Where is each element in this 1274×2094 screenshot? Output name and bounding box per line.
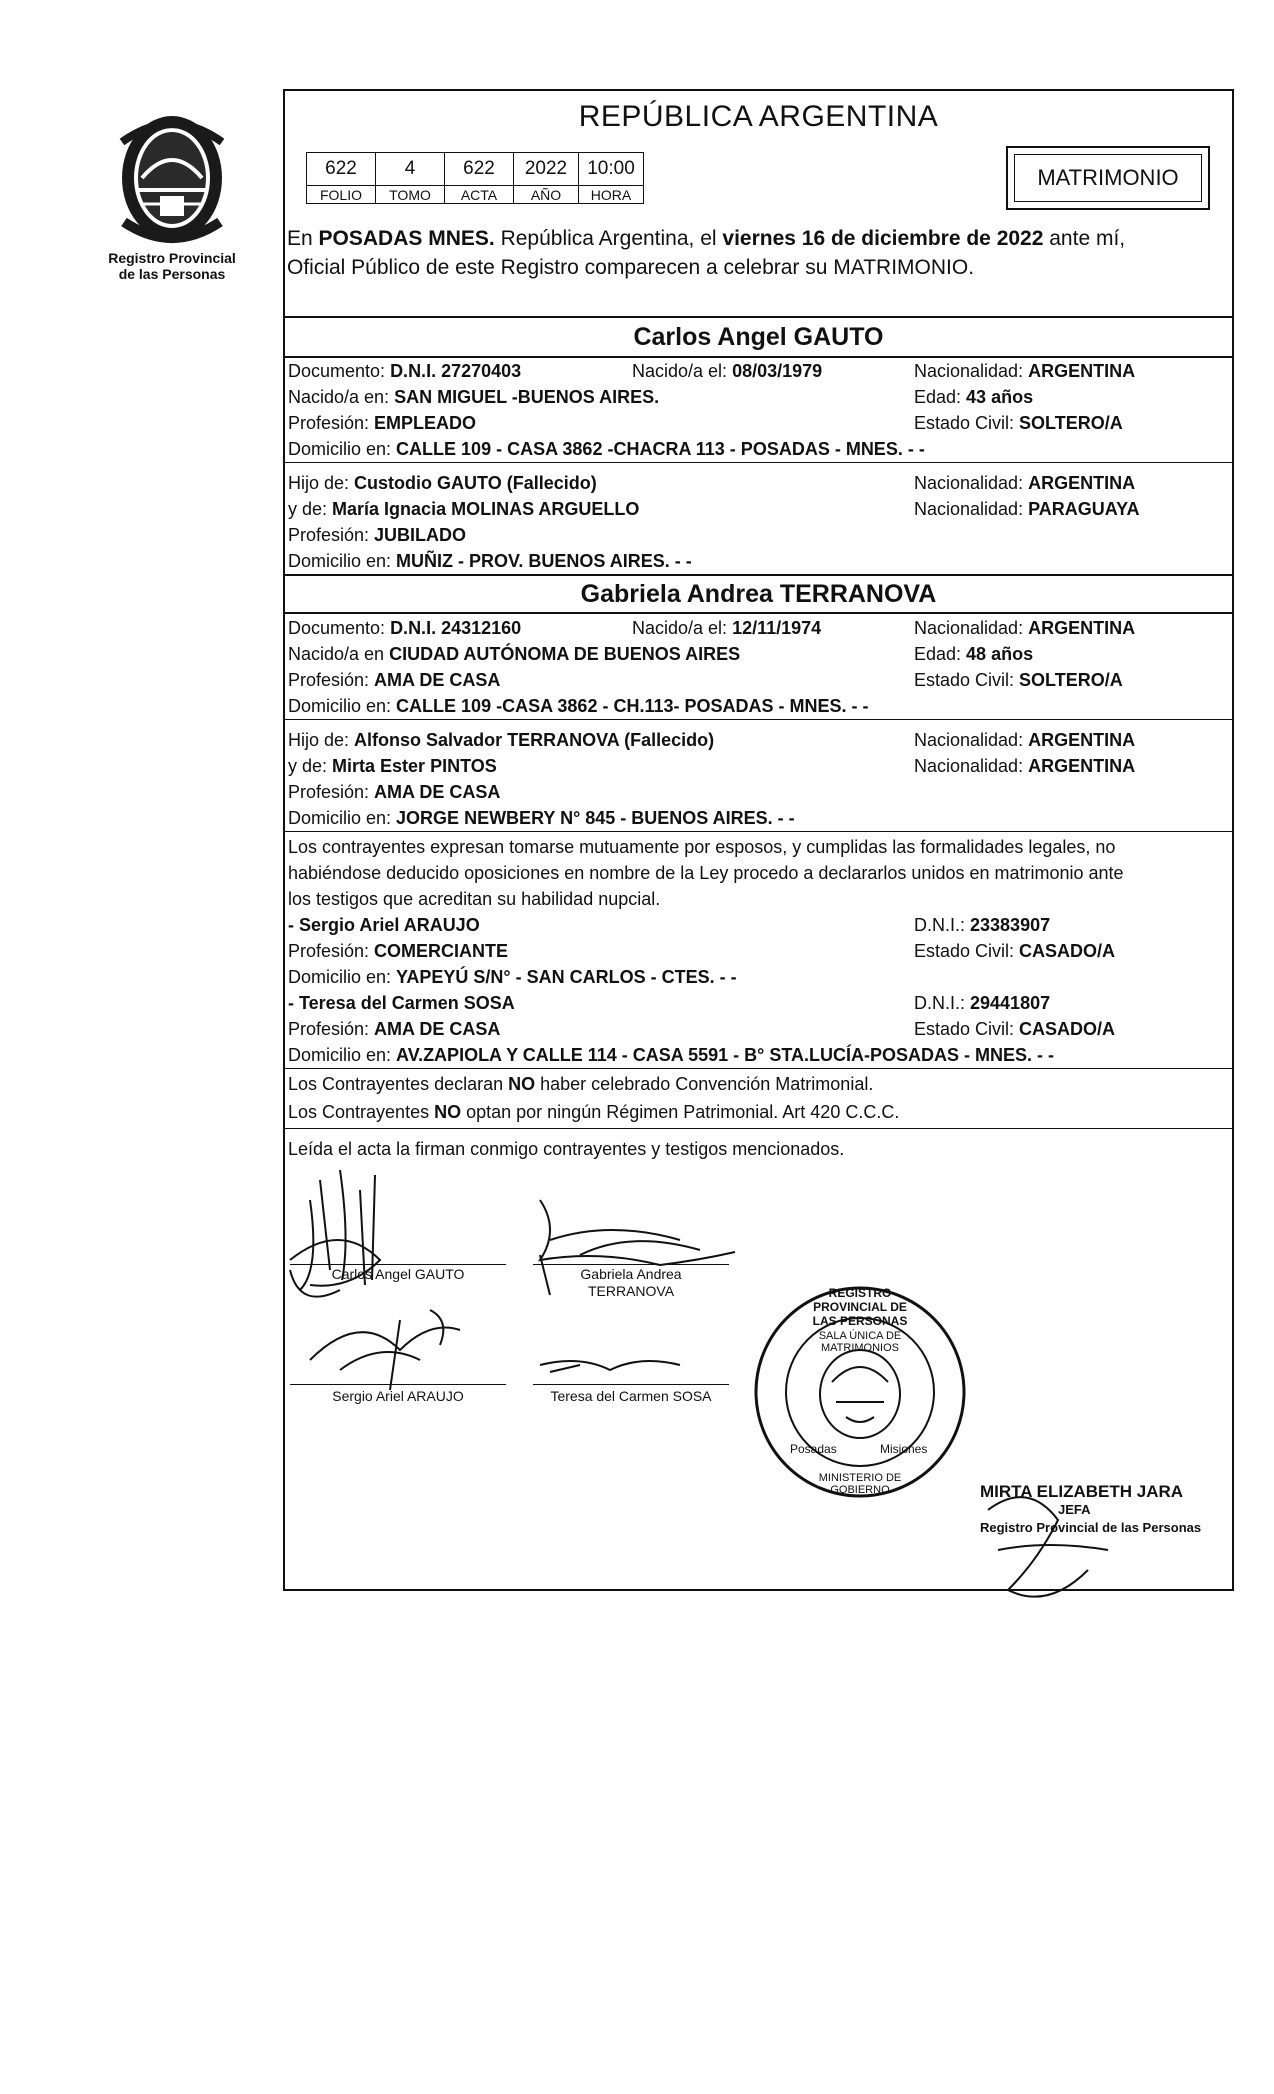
t2-dni: D.N.I.: 29441807	[914, 993, 1051, 1013]
c2-padre: Hijo de: Alfonso Salvador TERRANOVA (Fallecido)	[288, 730, 715, 750]
c2-madre-nacionalidad: Nacionalidad: ARGENTINA	[914, 756, 1136, 776]
c1-domicilio: Domicilio en: CALLE 109 - CASA 3862 -CHACRA 113 - POSADAS - MNES. - -	[288, 439, 925, 459]
registration-table	[306, 152, 644, 204]
signature-line	[290, 1264, 506, 1265]
c1-documento: Documento: D.N.I. 27270403	[288, 361, 522, 381]
c1-padres-domicilio: Domicilio en: MUÑIZ - PROV. BUENOS AIRES. - -	[288, 551, 692, 571]
signature-line	[533, 1264, 729, 1265]
c2-padres-profesion: Profesión: AMA DE CASA	[288, 782, 501, 802]
signature-caption-3: Sergio Ariel ARAUJO	[332, 1388, 464, 1404]
seal-outer-text: REGISTRO PROVINCIAL DE LAS PERSONAS	[812, 1286, 908, 1328]
signature-caption-2-line2: TERRANOVA	[587, 1283, 675, 1299]
registry-logo	[102, 112, 242, 292]
document-type-box	[1006, 146, 1210, 210]
t1-estado-civil: Estado Civil: CASADO/A	[914, 941, 1116, 961]
folio-value: 622	[307, 153, 376, 186]
divider	[283, 462, 1234, 463]
declaration-line: los testigos que acreditan su habilidad nupcial.	[288, 889, 661, 909]
c1-padre-nacionalidad: Nacionalidad: ARGENTINA	[914, 473, 1136, 493]
c2-nacido-en: Nacido/a en CIUDAD AUTÓNOMA DE BUENOS AIRES	[288, 644, 741, 664]
coat-of-arms-icon	[102, 112, 242, 248]
c2-estado-civil: Estado Civil: SOLTERO/A	[914, 670, 1123, 690]
t2-estado-civil: Estado Civil: CASADO/A	[914, 1019, 1116, 1039]
c1-madre-nacionalidad: Nacionalidad: PARAGUAYA	[914, 499, 1140, 519]
declaration-line: Los contrayentes expresan tomarse mutuamente por esposos, y cumplidas las formalidades legales, no	[288, 837, 1116, 857]
c1-edad: Edad: 43 años	[914, 387, 1034, 407]
hora-label: HORA	[579, 186, 644, 204]
divider	[283, 316, 1234, 318]
signature-line	[290, 1384, 506, 1385]
signature-caption-4: Teresa del Carmen SOSA	[550, 1388, 712, 1404]
signature-line	[533, 1384, 729, 1385]
t1-name: - Sergio Ariel ARAUJO	[288, 915, 480, 935]
convencion-line2: Los Contrayentes NO optan por ningún Régimen Patrimonial. Art 420 C.C.C.	[288, 1102, 900, 1122]
contrayente2-name: Gabriela Andrea TERRANOVA	[580, 580, 937, 608]
seal-bottom-left: Posadas	[790, 1442, 837, 1456]
c2-edad: Edad: 48 años	[914, 644, 1034, 664]
official-role: JEFA	[1058, 1502, 1091, 1517]
c1-madre: y de: María Ignacia MOLINAS ARGUELLO	[288, 499, 640, 519]
c2-padres-domicilio: Domicilio en: JORGE NEWBERY N° 845 - BUENOS AIRES. - -	[288, 808, 795, 828]
c1-nacido-en: Nacido/a en: SAN MIGUEL -BUENOS AIRES.	[288, 387, 660, 407]
c2-profesion: Profesión: AMA DE CASA	[288, 670, 501, 690]
official-signature-block	[968, 1480, 1218, 1630]
seal-ministerio: MINISTERIO DE GOBIERNO	[818, 1472, 902, 1496]
c2-documento: Documento: D.N.I. 24312160	[288, 618, 522, 638]
t2-name: - Teresa del Carmen SOSA	[288, 993, 515, 1013]
acta-label: ACTA	[445, 186, 514, 204]
official-signature-icon	[968, 1480, 1218, 1630]
c2-domicilio: Domicilio en: CALLE 109 -CASA 3862 - CH.113- POSADAS - MNES. - -	[288, 696, 869, 716]
intro-text: ante mí,	[1043, 227, 1126, 250]
divider	[283, 356, 1234, 358]
document-title: REPÚBLICA ARGENTINA	[578, 100, 939, 133]
c2-madre: y de: Mirta Ester PINTOS	[288, 756, 497, 776]
c1-nacionalidad: Nacionalidad: ARGENTINA	[914, 361, 1136, 381]
official-name: MIRTA ELIZABETH JARA	[980, 1482, 1184, 1501]
t2-domicilio: Domicilio en: AV.ZAPIOLA Y CALLE 114 - CASA 5591 - B° STA.LUCÍA-POSADAS - MNES. - -	[288, 1045, 1055, 1065]
c1-padre: Hijo de: Custodio GAUTO (Fallecido)	[288, 473, 597, 493]
tomo-value: 4	[376, 153, 445, 186]
acta-value: 622	[445, 153, 514, 186]
c1-profesion: Profesión: EMPLEADO	[288, 413, 477, 433]
hora-value: 10:00	[579, 153, 644, 186]
official-seal	[750, 1282, 970, 1502]
c2-nacionalidad: Nacionalidad: ARGENTINA	[914, 618, 1136, 638]
divider	[283, 831, 1234, 832]
logo-caption-line2: de las Personas	[118, 266, 226, 282]
divider	[283, 574, 1234, 576]
divider	[283, 612, 1234, 614]
tomo-label: TOMO	[376, 186, 445, 204]
intro-text: República Argentina, el	[494, 227, 723, 250]
seal-inner-text: SALA ÚNICA DE MATRIMONIOS	[818, 1330, 902, 1354]
intro-place: POSADAS MNES.	[318, 227, 495, 250]
declaration-line: habiéndose deducido oposiciones en nombre de la Ley procedo a declararlos unidos en matrimonio ante	[288, 863, 1124, 883]
contrayente1-name: Carlos Angel GAUTO	[633, 323, 884, 351]
c1-estado-civil: Estado Civil: SOLTERO/A	[914, 413, 1123, 433]
signature-caption-2-line1: Gabriela Andrea	[580, 1266, 682, 1282]
c2-nacido-el: Nacido/a el: 12/11/1974	[632, 618, 822, 638]
signature-caption-1: Carlos Angel GAUTO	[331, 1266, 465, 1282]
c1-nacido-el: Nacido/a el: 08/03/1979	[632, 361, 823, 381]
anio-value: 2022	[514, 153, 579, 186]
t1-domicilio: Domicilio en: YAPEYÚ S/N° - SAN CARLOS - CTES. - -	[288, 967, 737, 987]
signature-caption-2	[533, 1266, 729, 1300]
divider	[283, 719, 1234, 720]
t2-profesion: Profesión: AMA DE CASA	[288, 1019, 501, 1039]
anio-label: AÑO	[514, 186, 579, 204]
convencion-line1: Los Contrayentes declaran NO haber celebrado Convención Matrimonial.	[288, 1074, 874, 1094]
t1-dni: D.N.I.: 23383907	[914, 915, 1051, 935]
intro-date: viernes 16 de diciembre de 2022	[722, 227, 1044, 250]
document-type: MATRIMONIO	[1014, 154, 1202, 202]
t1-profesion: Profesión: COMERCIANTE	[288, 941, 509, 961]
intro-text: En	[287, 227, 319, 250]
divider	[283, 1068, 1234, 1069]
official-office: Registro Provincial de las Personas	[980, 1520, 1202, 1535]
divider	[283, 1128, 1234, 1129]
leida-text: Leída el acta la firman conmigo contrayentes y testigos mencionados.	[288, 1139, 845, 1159]
intro-line2: Oficial Público de este Registro comparecen a celebrar su MATRIMONIO.	[287, 256, 975, 279]
intro-paragraph	[287, 224, 1227, 282]
logo-caption-line1: Registro Provincial	[108, 250, 236, 266]
seal-bottom-right: Misiones	[880, 1442, 928, 1456]
c2-padre-nacionalidad: Nacionalidad: ARGENTINA	[914, 730, 1136, 750]
folio-label: FOLIO	[307, 186, 376, 204]
declaration	[288, 834, 1230, 912]
c1-padres-profesion: Profesión: JUBILADO	[288, 525, 467, 545]
